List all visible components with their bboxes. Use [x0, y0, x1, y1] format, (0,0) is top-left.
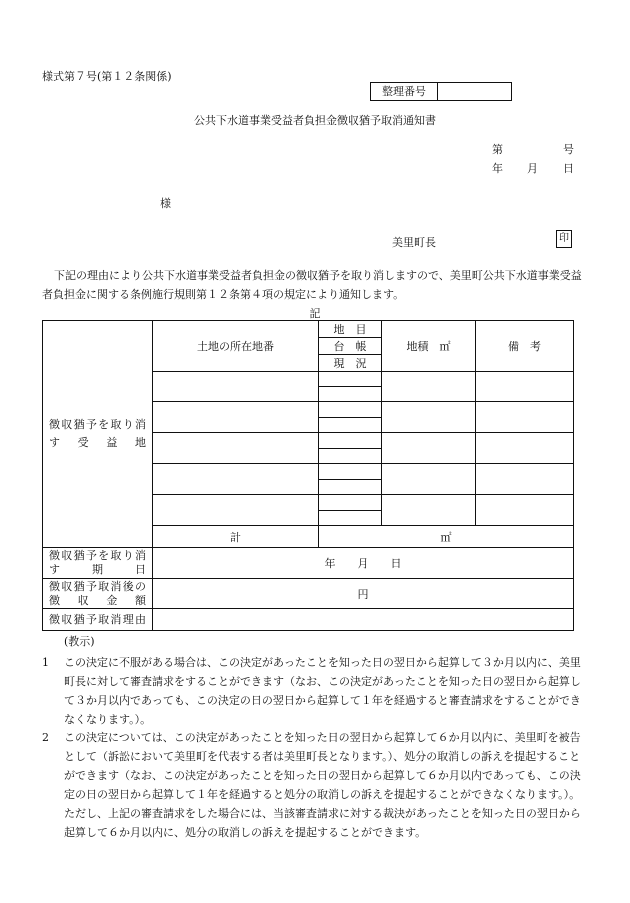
area-cell[interactable] — [382, 372, 476, 402]
biko-cell[interactable] — [476, 372, 574, 402]
area-cell[interactable] — [382, 495, 476, 526]
area-cell[interactable] — [382, 402, 476, 433]
amount-label-line-2: 徴収金額 — [49, 593, 146, 607]
biko-cell[interactable] — [476, 495, 574, 526]
location-cell[interactable] — [153, 433, 319, 464]
body-text: 下記の理由により公共下水道事業受益者負担金の徴収猶予を取り消しますので、美里町公共下水道事業受益者負担金に関する条例施行規則第１２条第４項の規定により通知します。 — [42, 269, 582, 301]
biko-cell[interactable] — [476, 464, 574, 495]
go-label: 号 — [563, 143, 574, 156]
seiri-box — [370, 82, 512, 101]
seal-box: 印 — [556, 230, 572, 248]
note-text: この決定に不服がある場合は、この決定があったことを知った日の翌日から起算して３か月以内に、美里町長に対して審査請求をすることができます（なお、この決定があったことを知った日の翌日から起算して３か月以内であっても、この決定の日の翌日から起算して１年を経過すると審査請求をすることができなくなります。）。 — [64, 656, 581, 726]
genkyo-cell[interactable] — [319, 480, 382, 495]
col-genkyo-header: 現 況 — [319, 355, 382, 372]
note-number: 2 — [42, 731, 49, 744]
deadline-label: 徴収猶予を取り消す期日 — [43, 548, 153, 579]
genkyo-cell[interactable] — [319, 387, 382, 402]
genkyo-cell[interactable] — [319, 511, 382, 526]
ki-heading: 記 — [309, 307, 321, 320]
kyoji-heading: (教示) — [64, 635, 95, 648]
col-daicho-header: 台 帳 — [319, 338, 382, 355]
genkyo-cell[interactable] — [319, 449, 382, 464]
note-text: この決定については、この決定があったことを知った日の翌日から起算して６か月以内に、美里町を被告として（訴訟において美里町を代表する者は美里町長となります。）、処分の取消しの訴えを提起することができます（なお、この決定があったことを知った日の翌日から起算して６か月以内であっても、この決定の日の翌日から起算して１年を経過すると処分の取消しの訴えを提起することができなくなります。）。ただし、上記の審査請求をした場合には、当該審査請求に対する裁決があったことを知った日の翌日から起算して６か月以内に、処分の取消しの訴えを提起することができます。 — [64, 731, 581, 839]
col-chimoku-header: 地 目 — [319, 321, 382, 338]
note-item — [42, 653, 590, 729]
amount-unit[interactable]: 円 — [153, 579, 574, 609]
total-label: 計 — [153, 526, 319, 548]
amount-label — [43, 579, 153, 609]
seiri-label: 整理番号 — [371, 83, 438, 100]
daicho-cell[interactable] — [319, 372, 382, 387]
year-label: 年 — [492, 162, 503, 175]
reason-label: 徴収猶予取消理由 — [43, 609, 153, 631]
reason-value[interactable] — [153, 609, 574, 631]
genkyo-cell[interactable] — [319, 418, 382, 433]
sender-name: 美里町長 — [392, 236, 436, 249]
biko-cell[interactable] — [476, 402, 574, 433]
seiri-value[interactable] — [438, 83, 511, 100]
note-number: 1 — [42, 656, 49, 669]
note-item — [42, 728, 590, 842]
col-area-header: 地積 ㎡ — [382, 321, 476, 372]
day-label: 日 — [563, 162, 574, 175]
dai-label: 第 — [492, 143, 503, 156]
recipient-suffix: 様 — [160, 197, 171, 210]
area-cell[interactable] — [382, 464, 476, 495]
daicho-cell[interactable] — [319, 402, 382, 418]
document-title: 公共下水道事業受益者負担金徴収猶予取消通知書 — [194, 114, 436, 127]
daicho-cell[interactable] — [319, 464, 382, 480]
daicho-cell[interactable] — [319, 495, 382, 511]
location-cell[interactable] — [153, 402, 319, 433]
daicho-cell[interactable] — [319, 433, 382, 449]
col-biko-header: 備 考 — [476, 321, 574, 372]
location-cell[interactable] — [153, 464, 319, 495]
biko-cell[interactable] — [476, 433, 574, 464]
total-unit[interactable]: ㎡ — [319, 526, 574, 548]
month-label: 月 — [527, 162, 538, 175]
deadline-value[interactable]: 年 月 日 — [153, 548, 574, 579]
amount-label-line-1: 徴収猶予取消後の — [49, 579, 146, 593]
form-number: 様式第７号(第１２条関係) — [42, 70, 172, 83]
land-table — [42, 320, 574, 631]
area-cell[interactable] — [382, 433, 476, 464]
location-cell[interactable] — [153, 372, 319, 402]
col-location-header: 土地の所在地番 — [153, 321, 319, 372]
location-cell[interactable] — [153, 495, 319, 526]
land-row-label: 徴収猶予を取り消す受益地 — [43, 321, 153, 548]
